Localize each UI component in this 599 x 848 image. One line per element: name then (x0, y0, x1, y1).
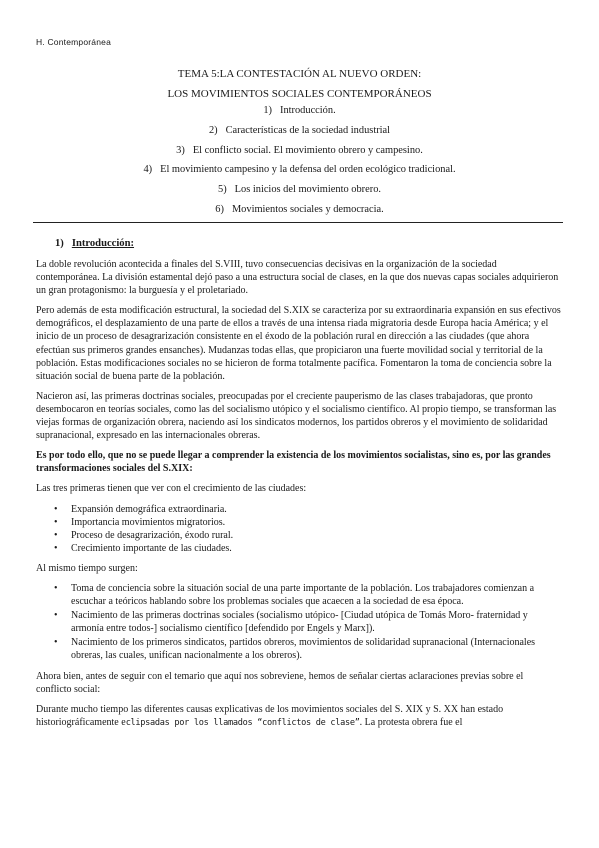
toc-item-number: 5) (218, 184, 227, 196)
toc-item (0, 141, 599, 161)
paragraph: Las tres primeras tienen que ver con el crecimiento de las ciudades: (36, 483, 307, 495)
list-item: • Toma de conciencia sobre la situación social de una parte importante de la población. Los trabajadores comienzan a escuchar a teóricos hablando sobre los problemas sociales que acaecen a la sociedad de esa época. (71, 582, 561, 608)
toc-item (0, 200, 599, 220)
toc-item-number: 3) (176, 144, 185, 156)
title-line-1: TEMA 5:LA CONTESTACIÓN AL NUEVO ORDEN: (177, 68, 422, 80)
page-header: H. Contemporánea (36, 37, 112, 47)
section-title: Introducción: (71, 238, 135, 249)
toc-item-number: 1) (263, 105, 272, 116)
toc-item-text: Los inicios del movimiento obrero. (234, 184, 381, 196)
paragraph: Ahora bien, antes de seguir con el temario que aquí nos sobreviene, hemos de señalar ciertas aclaraciones previas sobre el conflicto social: (36, 670, 524, 695)
title-line-2: LOS MOVIMIENTOS SOCIALES CONTEMPORÁNEOS (167, 88, 432, 100)
emphasized-text: clipsadas por los llamados “conflictos de clase” (125, 717, 360, 728)
toc-item (0, 180, 599, 200)
paragraph: Al mismo tiempo surgen: (36, 562, 138, 574)
bullet-list (36, 503, 561, 555)
document-title (0, 64, 599, 104)
toc-item-number: 6) (215, 203, 224, 215)
paragraph-text: Durante mucho tiempo las diferentes causas explicativas de los movimientos sociales del S. XIX y S. XX han estado historiográficamente e (36, 703, 504, 728)
list-item: • Importancia movimientos migratorios. (71, 516, 561, 529)
bullet-list (36, 582, 561, 663)
paragraph-text: . La protesta obrera fue el (359, 716, 463, 728)
toc-item-number: 4) (143, 164, 153, 176)
toc-item-text: El movimiento campesino y la defensa del orden ecológico tradicional. (160, 164, 456, 176)
list-item: • Nacimiento de las primeras doctrinas sociales (socialismo utópico- [Ciudad utópica de Tomás Moro- fraternidad y armonía entre todos-] socialismo científico [defendido por Engels y Marx]). (71, 609, 561, 635)
paragraph: Nacieron así, las primeras doctrinas sociales, preocupadas por el creciente pauperismo de las clases trabajadoras, que pronto desembocaron en teorías sociales, como las del socialismo utópico y el socialismo científico. Al propio tiempo, se transforman las viejas formas de organización obrera, naciendo así los sindicatos modernos, los partidos obreros y el movimiento de solidaridad supranacional, expresado en las internacionales obreras. (36, 390, 557, 442)
toc-item (0, 121, 599, 141)
paragraph: Pero además de esta modificación estructural, la sociedad del S.XIX se caracteriza por su extraordinaria expansión en sus efectivos demográficos, el desplazamiento de una parte de ellos a través de una intensa riada migratoria desde Europa hacia América; y el inicio de un proceso de desagrarización consistente en el éxodo de la población rural en dirección a las ciudades (que ahora efectúan sus primeros grandes ensanches). Mudanzas todas ellas, que propiciaron una fuerte movilidad social y territorial de la población. Estas modificaciones sociales no se hicieron de forma totalmente pacífica. Fomentaron la toma de conciencia sobre la situación social de buena parte de la población. (36, 305, 561, 382)
section-number: 1) (55, 238, 64, 249)
toc-item-text: El conflicto social. El movimiento obrero y campesino. (192, 144, 423, 156)
bold-paragraph: Es por todo ello, que no se puede llegar a comprender la existencia de los movimientos socialistas, sino es, por las grandes transformaciones sociales del S.XIX: (36, 450, 551, 475)
toc-item-text: Características de la sociedad industrial (225, 124, 391, 136)
section-heading (55, 238, 134, 249)
toc-item (0, 160, 599, 180)
list-item: • Nacimiento de los primeros sindicatos, partidos obreros, movimientos de solidaridad supranacional (Internacionales obreras, las cuales, unifican nacionalmente a los obreros). (71, 636, 561, 662)
list-item: • Proceso de desagrarización, éxodo rural. (71, 529, 561, 542)
document-body (36, 258, 561, 737)
toc-item (0, 101, 599, 121)
list-item: • Crecimiento importante de las ciudades. (71, 542, 561, 555)
toc-item-text: Movimientos sociales y democracia. (231, 203, 384, 215)
table-of-contents (0, 101, 599, 220)
list-item: • Expansión demográfica extraordinaria. (71, 503, 561, 516)
horizontal-divider (33, 222, 563, 223)
toc-item-number: 2) (208, 124, 218, 136)
paragraph: La doble revolución acontecida a finales del S.VIII, tuvo consecuencias decisivas en la organización de la sociedad contemporánea. La división estamental dejó paso a una estructura social de clases, en la que dos nuevas capas sociales adquirieron un gran protagonismo: la burguesía y el proletariado. (36, 259, 559, 297)
paragraph (36, 703, 561, 730)
toc-item-text: Introducción. (279, 105, 336, 116)
